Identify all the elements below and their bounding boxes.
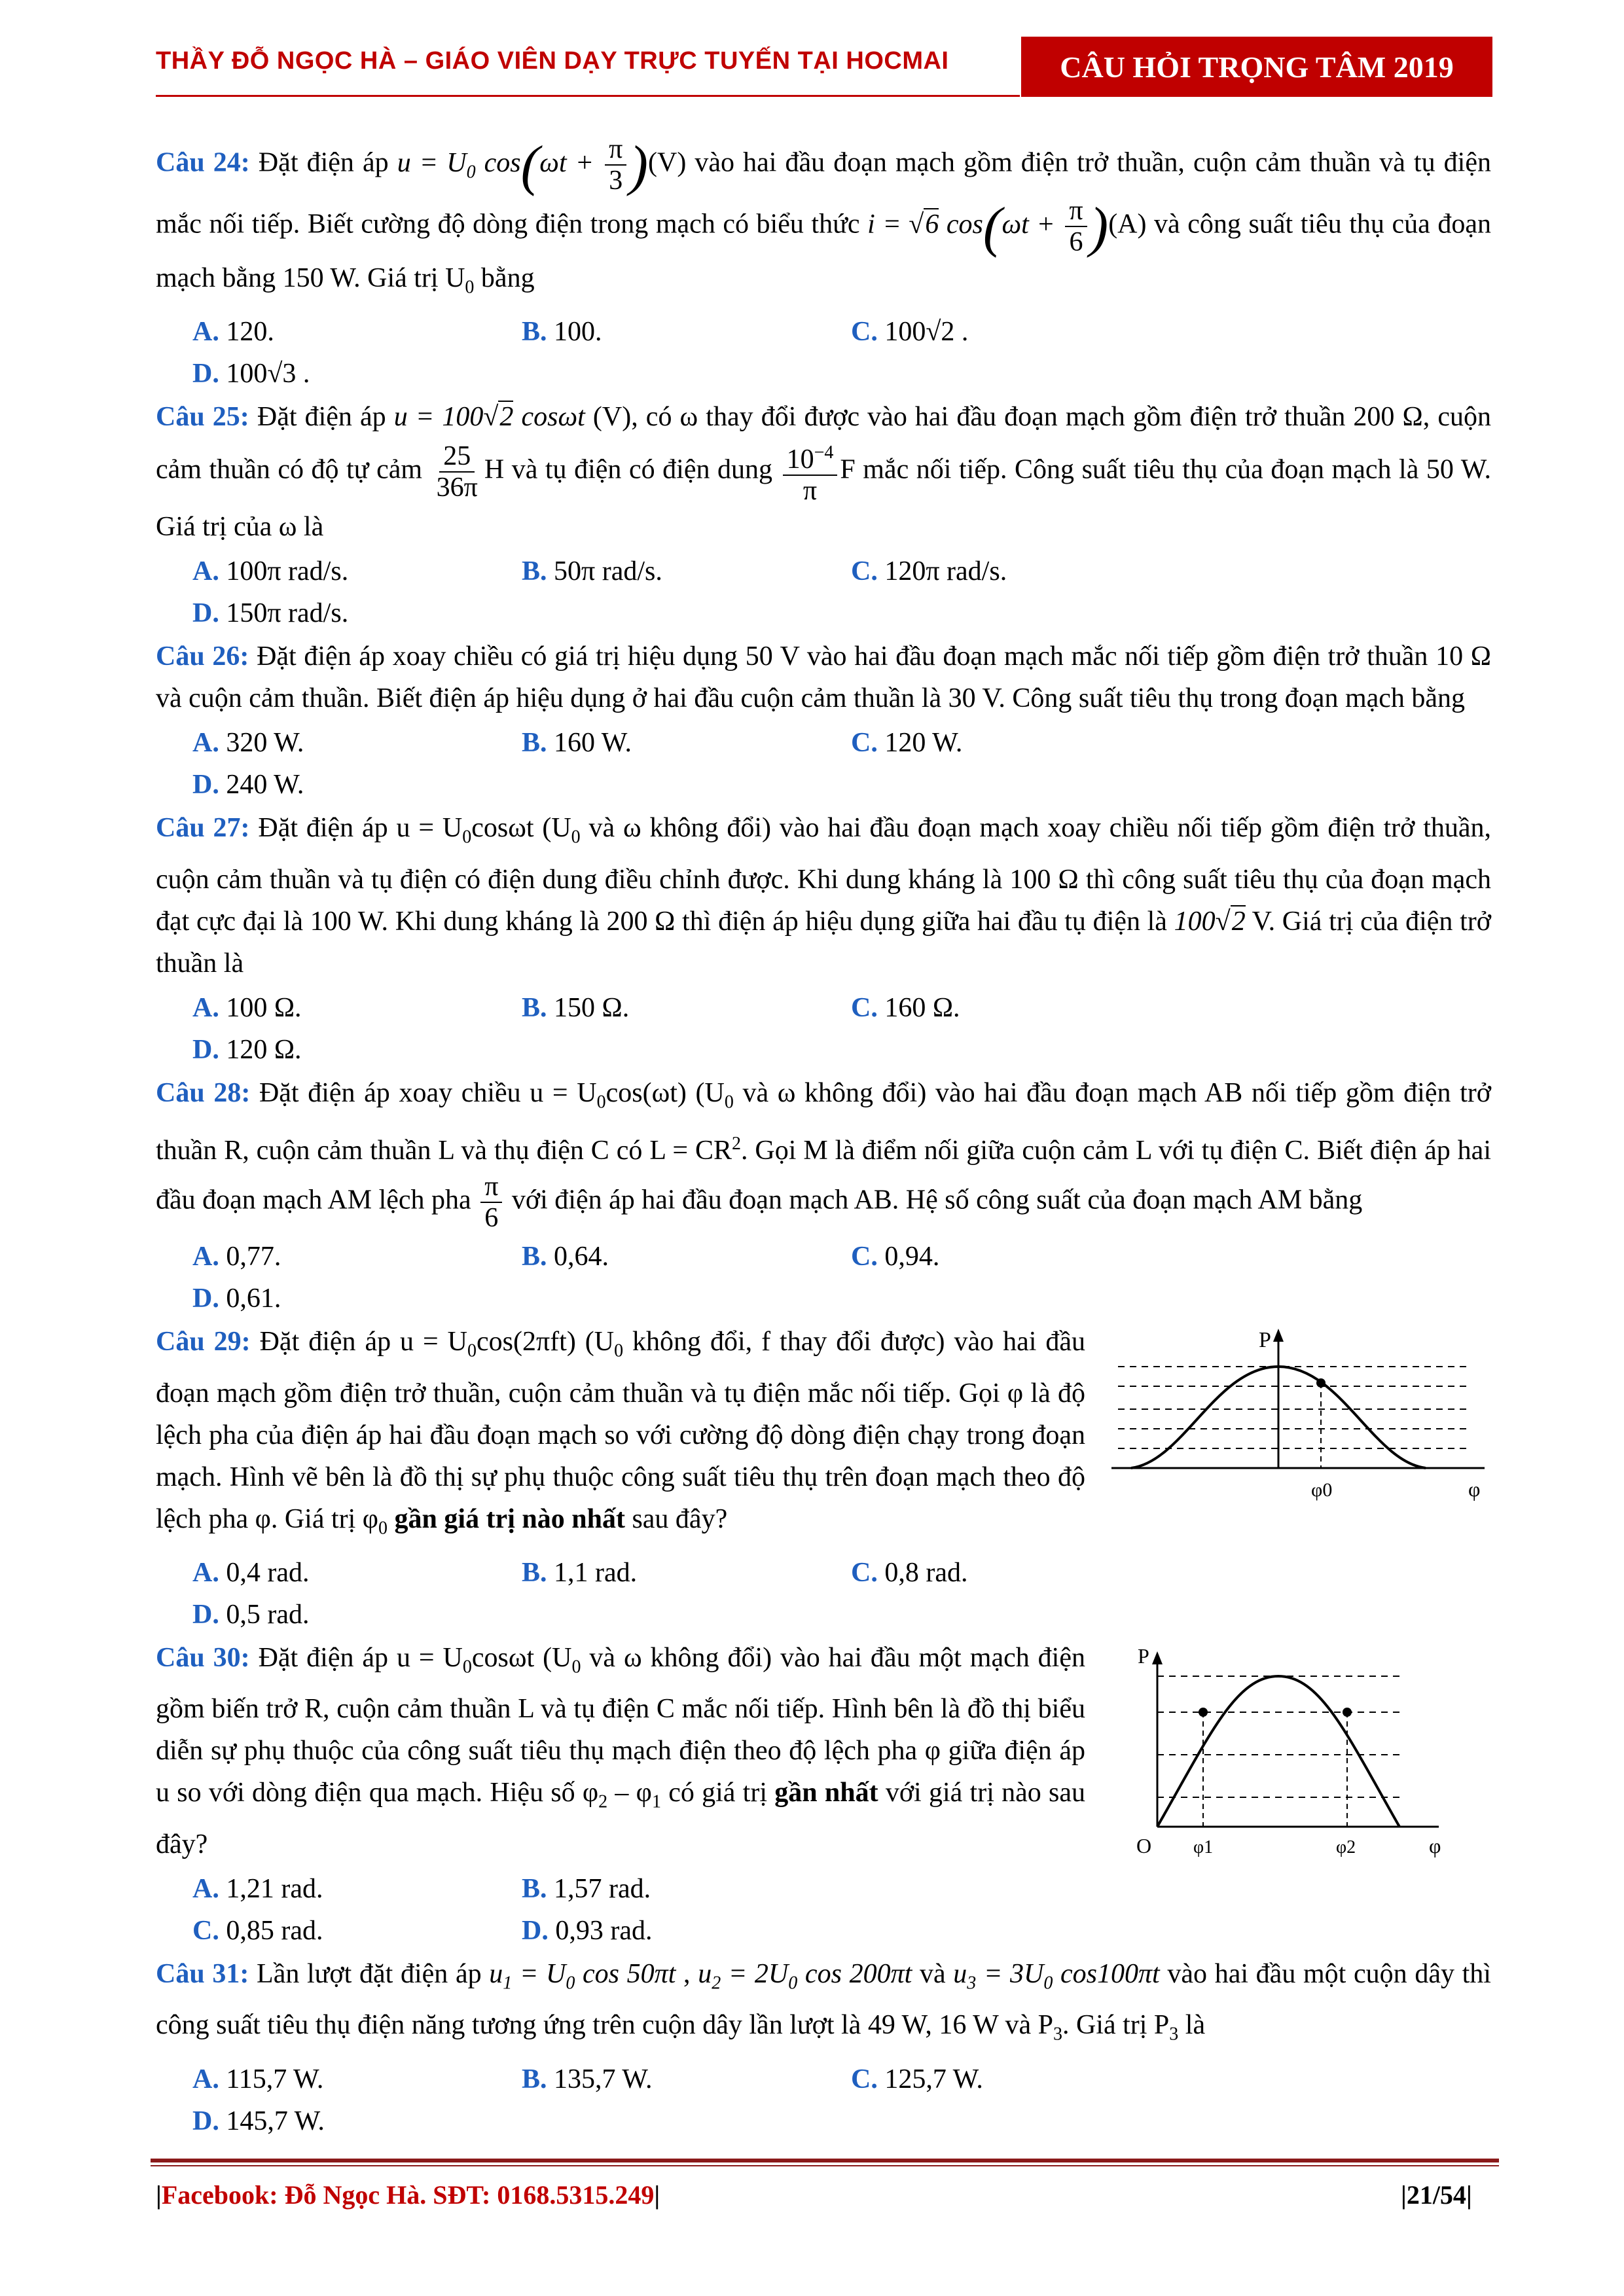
option-c[interactable]: C. 100√2 . bbox=[851, 317, 969, 348]
option-b[interactable]: B. 1,57 rad. bbox=[522, 1873, 651, 1904]
figure-30 bbox=[1111, 1637, 1452, 1953]
option-d[interactable]: D. 0,93 rad. bbox=[522, 1915, 653, 1946]
option-a[interactable]: A. 100π rad/s. bbox=[192, 556, 349, 587]
option-d[interactable]: D. 0,5 rad. bbox=[192, 1599, 310, 1630]
page-number-text: 21/54 bbox=[1406, 2180, 1466, 2210]
option-a[interactable]: A. 1,21 rad. bbox=[192, 1873, 323, 1904]
option-d[interactable]: D. 150π rad/s. bbox=[192, 598, 349, 629]
question-number: Câu 29: bbox=[156, 1327, 251, 1357]
options-30 bbox=[156, 1868, 1085, 1952]
option-b[interactable]: B. 0,64. bbox=[522, 1242, 609, 1272]
question-list bbox=[156, 134, 1491, 2144]
options-25 bbox=[156, 550, 1491, 634]
phi0-label: φ0 bbox=[1311, 1479, 1333, 1501]
option-a[interactable]: A. 0,77. bbox=[192, 1242, 281, 1272]
options-26 bbox=[156, 722, 1491, 806]
option-c[interactable]: C. 125,7 W. bbox=[851, 2064, 983, 2094]
power-phase-graph-30 bbox=[1111, 1637, 1452, 1859]
option-d[interactable]: D. 240 W. bbox=[192, 770, 304, 800]
footer-divider-thin bbox=[151, 2165, 1499, 2166]
phi-label: φ bbox=[1468, 1477, 1481, 1501]
option-a[interactable]: A. 115,7 W. bbox=[192, 2064, 324, 2094]
p-label: P bbox=[1138, 1643, 1149, 1668]
question-number: Câu 31: bbox=[156, 1958, 249, 1989]
phi1-label: φ1 bbox=[1193, 1837, 1214, 1857]
option-b[interactable]: B. 160 W. bbox=[522, 728, 632, 759]
footer-contact: |Facebook: Đỗ Ngọc Hà. SĐT: 0168.5315.249| bbox=[156, 2180, 660, 2210]
options-31 bbox=[156, 2058, 1491, 2142]
question-27: Câu 27: Đặt điện áp $u = U_0\cos\omega t$ ($U_0$ và ω không đổi) vào hai đầu đoạn mạch xoay chiều nối tiếp gồm điện trở thuần, cuộn cảm thuần và tụ điện có điện dung điều chỉnh được. Khi dung kháng là 100 Ω thì công suất tiêu thụ của đoạn mạch đạt cực đại là 100 W. Khi dung kháng là 200 Ω thì điện áp hiệu dụng giữa hai đầu tụ điện là 100√2 V. Giá trị của điện trở thuần là bbox=[156, 813, 1491, 978]
option-a[interactable]: A. 120. bbox=[192, 317, 274, 348]
options-27 bbox=[156, 987, 1491, 1071]
option-a[interactable]: A. 320 W. bbox=[192, 728, 304, 759]
question-26 bbox=[156, 636, 1491, 719]
question-number: Câu 28: bbox=[156, 1077, 251, 1108]
option-c[interactable]: C. 0,8 rad. bbox=[851, 1557, 968, 1588]
question-text: Đặt điện áp xoay chiều có giá trị hiệu dụng 50 V vào hai đầu đoạn mạch mắc nối tiếp gồm điện trở thuần 10 Ω và cuộn cảm thuần. Biết điện áp hiệu dụng ở hai đầu cuộn cảm thuần là 30 V. Công suất tiêu thụ trong đoạn mạch bằng bbox=[156, 641, 1491, 714]
header-teacher-title: THẦY ĐỖ NGỌC HÀ – GIÁO VIÊN DẠY TRỰC TUYẾN TẠI HOCMAI bbox=[156, 47, 949, 75]
option-d[interactable]: D. 145,7 W. bbox=[192, 2106, 325, 2136]
option-a[interactable]: A. 0,4 rad. bbox=[192, 1557, 310, 1588]
option-c[interactable]: C. 160 Ω. bbox=[851, 992, 960, 1023]
question-30 bbox=[156, 1637, 1491, 1953]
header-divider bbox=[156, 95, 1020, 97]
power-curve bbox=[1157, 1676, 1399, 1827]
option-c[interactable]: C. 120π rad/s. bbox=[851, 556, 1007, 587]
question-25: Câu 25: Đặt điện áp u = 100√2 cosωt (V), có ω thay đổi được vào hai đầu đoạn mạch gồm điện trở thuần 200 Ω, cuộn cảm thuần có độ tự cảm $\frac{25}{36\pi}$ H và tụ điện có điện dung $\frac{10^{-4}}{\pi}$ F mắc nối tiếp. Công suất tiêu thụ của đoạn mạch là 50 W. Giá trị của ω là bbox=[156, 402, 1491, 543]
origin-label: O bbox=[1136, 1833, 1152, 1857]
figure-29 bbox=[1111, 1321, 1491, 1552]
p-label: P bbox=[1259, 1328, 1271, 1353]
option-b[interactable]: B. 100. bbox=[522, 317, 602, 348]
page-number: |21/54| bbox=[1401, 2180, 1472, 2210]
options-28 bbox=[156, 1236, 1491, 1319]
option-c[interactable]: C. 0,94. bbox=[851, 1242, 940, 1272]
header-series-title: CÂU HỎI TRỌNG TÂM 2019 bbox=[1021, 37, 1492, 97]
question-29-text: Câu 29: Đặt điện áp $u = U_0\cos(2\pi ft)$ ($U_0$ không đổi, f thay đổi được) vào hai đầu đoạn mạch gồm điện trở thuần, cuộn cảm thuần và tụ điện mắc nối tiếp. Gọi φ là độ lệch pha của điện áp hai đầu đoạn mạch so với cường độ dòng điện chạy trong đoạn mạch. Hình vẽ bên là đồ thị sự phụ thuộc công suất tiêu thụ trên đoạn mạch theo độ lệch pha φ. Giá trị $\varphi_0$ gần giá trị nào nhất sau đây? bbox=[156, 1327, 1085, 1538]
question-number: Câu 26: bbox=[156, 641, 249, 672]
footer-divider bbox=[151, 2159, 1499, 2162]
option-d[interactable]: D. 0,61. bbox=[192, 1283, 281, 1314]
phi-label: φ bbox=[1429, 1833, 1441, 1857]
options-29 bbox=[156, 1552, 1491, 1636]
question-24: Câu 24: Đặt điện áp $u = U_0$ cos(ωt + $\frac{\pi}{3}$ )(V) vào hai đầu đoạn mạch gồm điện trở thuần, cuộn cảm thuần và tụ điện mắc nối tiếp. Biết cường độ dòng điện trong mạch có biểu thức i = √6 cos(ωt + $\frac{\pi}{6}$ )(A) và công suất tiêu thụ của đoạn mạch bằng 150 W. Giá trị $U_0$ bằng bbox=[156, 134, 1492, 298]
question-number: Câu 27: bbox=[156, 813, 250, 844]
y-axis-arrow bbox=[1152, 1651, 1163, 1664]
question-29 bbox=[156, 1321, 1491, 1552]
option-d[interactable]: D. 100√3 . bbox=[192, 359, 310, 389]
footer-contact-text: Facebook: Đỗ Ngọc Hà. SĐT: 0168.5315.249 bbox=[161, 2180, 655, 2210]
option-b[interactable]: B. 50π rad/s. bbox=[522, 556, 662, 587]
question-30-text: Câu 30: Đặt điện áp $u = U_0\cos\omega t$ ($U_0$ và ω không đổi) vào hai đầu một mạch điện gồm biến trở R, cuộn cảm thuần L và tụ điện C mắc nối tiếp. Hình bên là đồ thị biểu diễn sự phụ thuộc của công suất tiêu thụ mạch điện theo độ lệch pha φ giữa điện áp u so với dòng điện qua mạch. Hiệu số $\varphi_2 - \varphi_1$ có giá trị gần nhất với giá trị nào sau đây? bbox=[156, 1642, 1086, 1859]
option-c[interactable]: C. 0,85 rad. bbox=[192, 1915, 323, 1946]
options-24 bbox=[156, 311, 1491, 395]
question-number: Câu 30: bbox=[156, 1642, 250, 1673]
question-31: Câu 31: Lần lượt đặt điện áp $u_1 = U_0$ cos 50πt , $u_2 = 2U_0$ cos 200πt và $u_3 = 3U_0$ cos100πt vào hai đầu một cuộn dây thì công suất tiêu thụ điện năng tương ứng trên cuộn dây lần lượt là 49 W, 16 W và $P_3$. Giá trị $P_3$ là bbox=[156, 1958, 1491, 2045]
question-28: Câu 28: Đặt điện áp xoay chiều $u = U_0\cos(\omega t)$ ($U_0$ và ω không đổi) vào hai đầu đoạn mạch AB nối tiếp gồm điện trở thuần R, cuộn cảm thuần L và thụ điện C có $L = CR^2$. Gọi M là điểm nối giữa cuộn cảm L với tụ điện C. Biết điện áp hai đầu đoạn mạch AM lệch pha $\frac{\pi}{6}$ với điện áp hai đầu đoạn mạch AB. Hệ số công suất của đoạn mạch AM bằng bbox=[156, 1077, 1491, 1234]
y-axis-arrow bbox=[1273, 1329, 1284, 1342]
question-number: Câu 24: bbox=[156, 147, 250, 178]
option-a[interactable]: A. 100 Ω. bbox=[192, 992, 302, 1023]
question-number: Câu 25: bbox=[156, 402, 249, 433]
option-b[interactable]: B. 135,7 W. bbox=[522, 2064, 653, 2094]
power-phase-graph-29 bbox=[1111, 1321, 1491, 1504]
phi2-label: φ2 bbox=[1336, 1837, 1356, 1857]
option-b[interactable]: B. 1,1 rad. bbox=[522, 1557, 638, 1588]
option-d[interactable]: D. 120 Ω. bbox=[192, 1034, 302, 1065]
option-c[interactable]: C. 120 W. bbox=[851, 728, 963, 759]
option-b[interactable]: B. 150 Ω. bbox=[522, 992, 630, 1023]
question-30-body bbox=[156, 1637, 1085, 1953]
